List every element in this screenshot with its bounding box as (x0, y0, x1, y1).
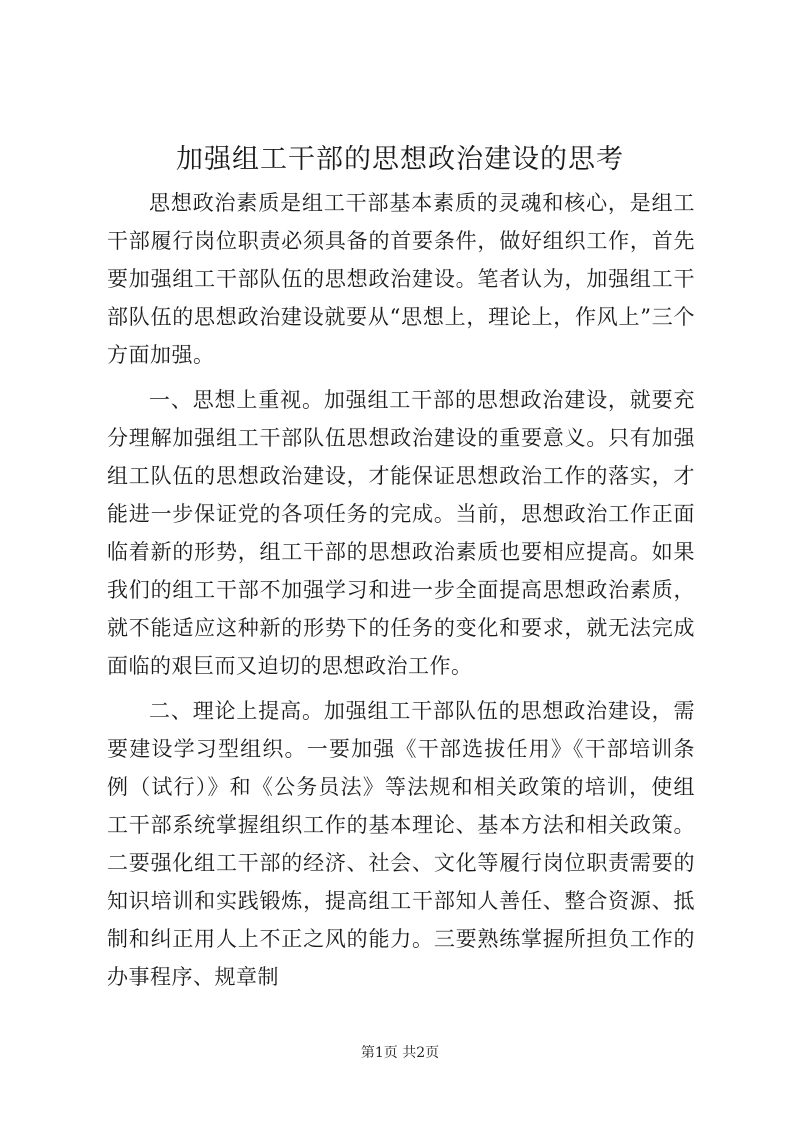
paragraph-section-1: 一、思想上重视。加强组工干部的思想政治建设，就要充分理解加强组工干部队伍思想政治建设的重要意义。只有加强组工队伍的思想政治建设，才能保证思想政治工作的落实，才能进一步保证党的各项任务的完成。当前，思想政治工作正面临着新的形势，组工干部的思想政治素质也要相应提高。如果我们的组工干部不加强学习和进一步全面提高思想政治素质，就不能适应这种新的形势下的任务的变化和要求，就无法完成面临的艰巨而又迫切的思想政治工作。 (107, 388, 695, 678)
document-body (107, 184, 695, 996)
document-title: 加强组工干部的思想政治建设的思考 (176, 144, 624, 175)
page-number-footer: 第1页 共2页 (360, 1045, 440, 1061)
paragraph-section-2: 二、理论上提高。加强组工干部队伍的思想政治建设，需要建设学习型组织。一要加强《干部选拔任用》《干部培训条例（试行）》和《公务员法》等法规和相关政策的培训，使组工干部系统掌握组织工作的基本理论、基本方法和相关政策。二要强化组工干部的经济、社会、文化等履行岗位职责需要的知识培训和实践锻炼，提高组工干部知人善任、整合资源、抵制和纠正用人上不正之风的能力。三要熟练掌握所担负工作的办事程序、规章制 (107, 699, 695, 989)
paragraph-intro: 思想政治素质是组工干部基本素质的灵魂和核心，是组工干部履行岗位职责必须具备的首要条件，做好组织工作，首先要加强组工干部队伍的思想政治建设。笔者认为，加强组工干部队伍的思想政治建设就要从“思想上，理论上，作风上”三个方面加强。 (107, 191, 695, 367)
